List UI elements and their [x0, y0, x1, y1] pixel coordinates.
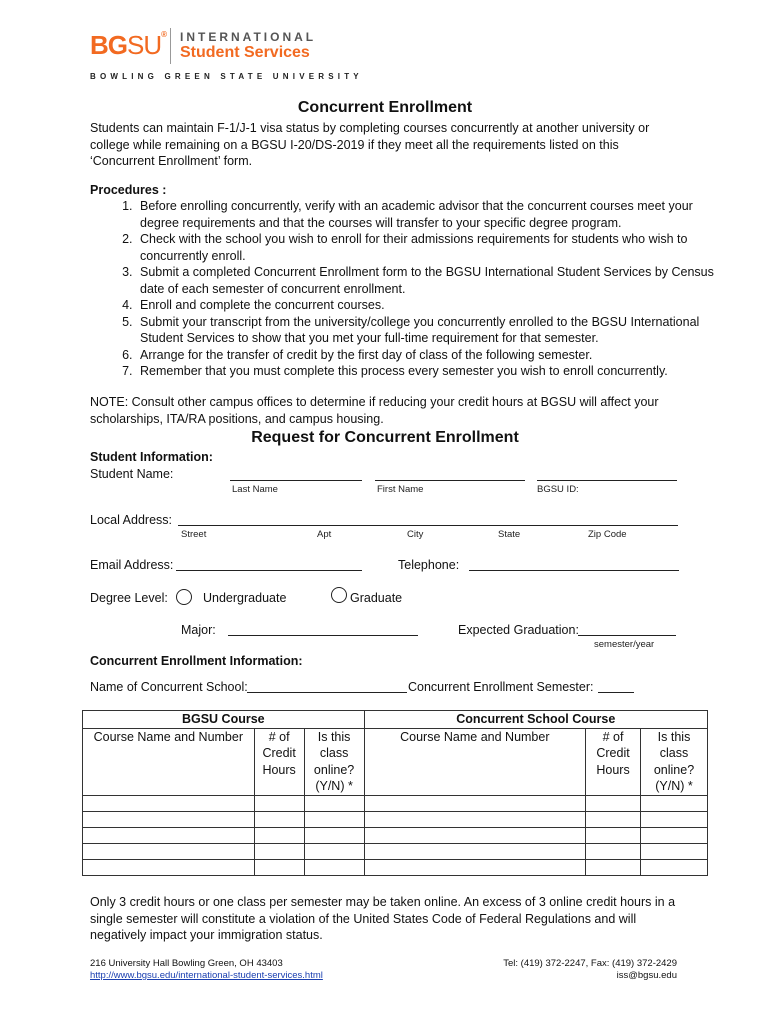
table-header-row — [83, 711, 708, 729]
email-label: Email Address: — [90, 558, 174, 572]
procedure-item: 5. Submit your transcript from the university/college you concurrently enrolled to the BGSU International Student Services to show that you met your full-time requirement for that semester. — [136, 314, 726, 347]
table-cell[interactable] — [83, 859, 255, 875]
table-cell[interactable] — [641, 843, 708, 859]
logo-international: INTERNATIONAL — [180, 30, 317, 44]
graduate-label: Graduate — [350, 591, 403, 605]
table-cell[interactable] — [586, 811, 641, 827]
local-address-field[interactable] — [178, 525, 678, 526]
first-name-field[interactable] — [375, 480, 525, 481]
city-caption: City — [407, 529, 424, 540]
student-name-label: Student Name: — [90, 467, 174, 481]
procedures-heading: Procedures : — [90, 183, 167, 197]
telephone-field[interactable] — [469, 570, 679, 571]
major-field[interactable] — [228, 635, 418, 636]
footer-website-link[interactable]: http://www.bgsu.edu/international-student-services.html — [90, 970, 323, 981]
concurrent-online-header: Is this class online? (Y/N) * — [641, 728, 708, 795]
footer-address: 216 University Hall Bowling Green, OH 43403 — [90, 958, 283, 969]
table-cell[interactable] — [254, 811, 304, 827]
undergraduate-radio[interactable] — [176, 589, 192, 605]
last-name-caption: Last Name — [232, 484, 278, 495]
table-cell[interactable] — [83, 795, 255, 811]
telephone-label: Telephone: — [398, 558, 460, 572]
email-field[interactable] — [176, 570, 362, 571]
table-cell[interactable] — [304, 859, 364, 875]
table-row — [83, 843, 708, 859]
table-subheader-row — [83, 728, 708, 795]
table-cell[interactable] — [304, 795, 364, 811]
concurrent-course-header: Concurrent School Course — [364, 711, 707, 729]
table-row — [83, 859, 708, 875]
procedure-item: 2. Check with the school you wish to enroll for their admissions requirements for students who wish to concurrently enroll. — [136, 231, 726, 264]
table-row — [83, 795, 708, 811]
major-label: Major: — [181, 623, 216, 637]
table-cell[interactable] — [586, 843, 641, 859]
footer-email: iss@bgsu.edu — [616, 970, 677, 981]
state-caption: State — [498, 529, 521, 540]
table-row — [83, 811, 708, 827]
first-name-caption: First Name — [377, 484, 424, 495]
table-cell[interactable] — [641, 859, 708, 875]
expected-graduation-label: Expected Graduation: — [458, 623, 579, 637]
concurrent-semester-field[interactable] — [598, 692, 634, 693]
bgsu-online-header: Is this class online? (Y/N) * — [304, 728, 364, 795]
semester-year-caption: semester/year — [594, 639, 655, 650]
table-cell[interactable] — [586, 795, 641, 811]
table-cell[interactable] — [586, 827, 641, 843]
last-name-field[interactable] — [230, 480, 362, 481]
table-cell[interactable] — [364, 843, 586, 859]
bgsu-course-name-header: Course Name and Number — [83, 728, 255, 795]
table-cell[interactable] — [586, 859, 641, 875]
concurrent-credit-hours-header: # of Credit Hours — [586, 728, 641, 795]
table-cell[interactable] — [254, 843, 304, 859]
table-cell[interactable] — [364, 811, 586, 827]
page-title: Concurrent Enrollment — [297, 99, 473, 116]
table-cell[interactable] — [304, 827, 364, 843]
procedure-item: 4. Enroll and complete the concurrent courses. — [136, 297, 726, 314]
table-cell[interactable] — [254, 859, 304, 875]
request-title: Request for Concurrent Enrollment — [251, 429, 519, 446]
local-address-label: Local Address: — [90, 513, 172, 527]
intro-text: Students can maintain F-1/J-1 visa status by completing courses concurrently at another university or college while remaining on a BGSU I-20/DS-2019 if they meet all the requirements listed on this ‘Concurrent Enrollment’ form. — [90, 121, 650, 168]
table-cell[interactable] — [83, 811, 255, 827]
table-cell[interactable] — [641, 811, 708, 827]
online-note: Only 3 credit hours or one class per semester may be taken online. An excess of 3 online credit hours in a single semester will constitute a violation of the United States Code of Federal Regulations and will negatively impact your immigration status. — [90, 895, 676, 942]
graduate-radio[interactable] — [331, 587, 347, 603]
table-cell[interactable] — [364, 827, 586, 843]
table-cell[interactable] — [304, 811, 364, 827]
undergraduate-label: Undergraduate — [203, 591, 287, 605]
table-cell[interactable] — [364, 859, 586, 875]
zip-caption: Zip Code — [588, 529, 627, 540]
concurrent-course-name-header: Course Name and Number — [364, 728, 586, 795]
logo-divider — [170, 28, 171, 64]
bgsu-id-caption: BGSU ID: — [537, 484, 579, 495]
degree-level-label: Degree Level: — [90, 591, 168, 605]
table-cell[interactable] — [254, 795, 304, 811]
table-cell[interactable] — [304, 843, 364, 859]
table-cell[interactable] — [641, 795, 708, 811]
student-info-heading: Student Information: — [90, 450, 213, 464]
concurrent-info-heading: Concurrent Enrollment Information: — [90, 654, 303, 668]
concurrent-school-field[interactable] — [247, 692, 407, 693]
note-text: NOTE: Consult other campus offices to determine if reducing your credit hours at BGSU will affect your scholarships, ITA/RA positions, and campus housing. — [90, 395, 659, 426]
expected-graduation-field[interactable] — [578, 635, 676, 636]
concurrent-school-label: Name of Concurrent School: — [90, 680, 248, 694]
table-cell[interactable] — [364, 795, 586, 811]
concurrent-semester-label: Concurrent Enrollment Semester: — [408, 680, 594, 694]
logo-student-services: Student Services — [180, 44, 310, 61]
table-cell[interactable] — [254, 827, 304, 843]
apt-caption: Apt — [317, 529, 332, 540]
table-cell[interactable] — [83, 827, 255, 843]
table-row — [83, 827, 708, 843]
university-name: BOWLING GREEN STATE UNIVERSITY — [90, 72, 363, 81]
bgsu-id-field[interactable] — [537, 480, 677, 481]
course-table — [82, 710, 708, 876]
footer-phone: Tel: (419) 372-2247, Fax: (419) 372-2429 — [503, 958, 677, 969]
table-cell[interactable] — [641, 827, 708, 843]
procedure-item: 1. Before enrolling concurrently, verify with an academic advisor that the concurrent courses meet your degree requirements and that the courses will transfer to your specific degree program. — [136, 198, 726, 231]
table-cell[interactable] — [83, 843, 255, 859]
bgsu-course-header: BGSU Course — [83, 711, 365, 729]
procedures-list — [90, 198, 726, 380]
bgsu-logo: BGSU® — [90, 30, 167, 60]
procedure-item: 3. Submit a completed Concurrent Enrollment form to the BGSU International Student Services by Census date of each semester of concurrent enrollment. — [136, 264, 726, 297]
procedure-item: 7. Remember that you must complete this process every semester you wish to enroll concurrently. — [136, 363, 726, 380]
bgsu-credit-hours-header: # of Credit Hours — [254, 728, 304, 795]
street-caption: Street — [181, 529, 207, 540]
procedure-item: 6. Arrange for the transfer of credit by the first day of class of the following semester. — [136, 347, 726, 364]
